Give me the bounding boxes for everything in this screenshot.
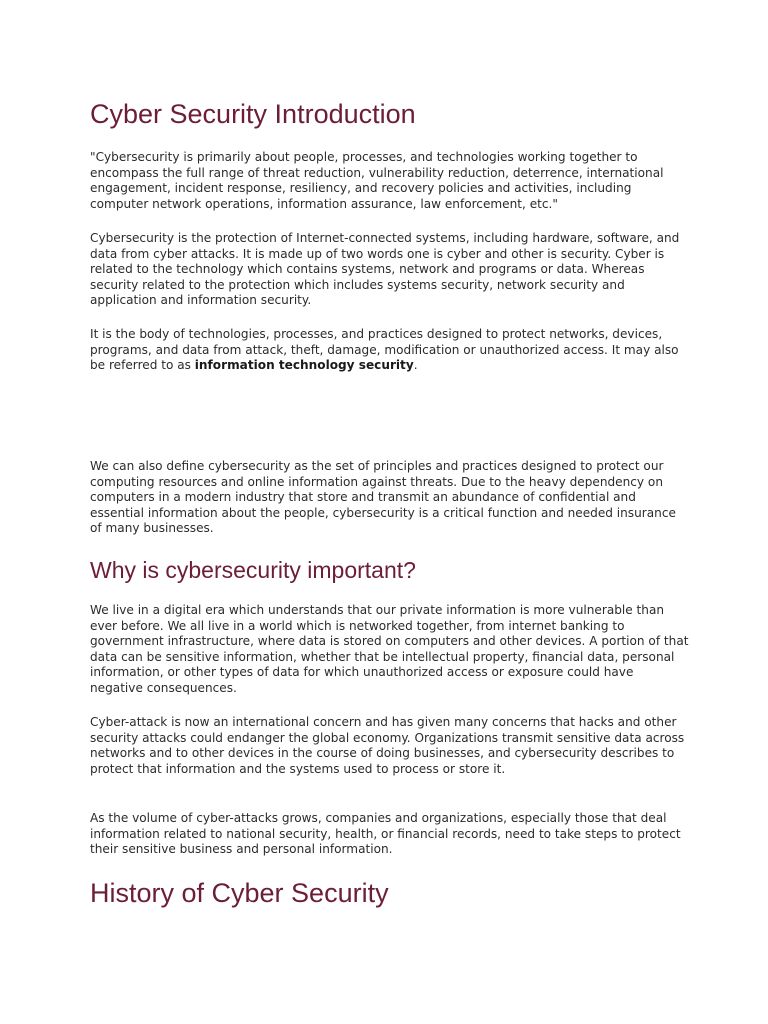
quote-paragraph: "Cybersecurity is primarily about people, processes, and technologies working together to encompass the full range of threat reduction, vulnerability reduction, deterrence, international engagement, incident response, resiliency, and recovery policies and activities, including computer network operations, information assurance, law enforcement, etc." [90, 150, 664, 211]
cyber-attack-paragraph: Cyber-attack is now an international concern and has given many concerns that hacks and other security attacks could endanger the global economy. Organizations transmit sensitive data across networks and to other devices in the course of doing businesses, and cybersecurity describes to protect that information and the systems used to process or store it. [90, 715, 685, 776]
protection-paragraph: Cybersecurity is the protection of Internet-connected systems, including hardware, software, and data from cyber attacks. It is made up of two words one is cyber and other is security. Cyber is related to the technology which contains systems, network and programs or data. Whereas security related to the protection which includes systems security, network security and application and information security. [90, 231, 680, 307]
body-paragraph-text: It is the body of technologies, processes, and practices designed to protect networks, devices, programs, and data from attack, theft, damage, modification or unauthorized access. It may also be referred to as [90, 327, 679, 372]
it-security-term: information technology security [194, 358, 414, 372]
history-heading: History of Cyber Security [90, 878, 389, 908]
digital-era-paragraph: We live in a digital era which understands that our private information is more vulnerable than ever before. We all live in a world which is networked together, from internet banking to government infrastructure, where data is stored on computers and other devices. A portion of that data can be sensitive information, whether that be intellectual property, financial data, personal information, or other types of data for which unauthorized access or exposure could have negative consequences. [90, 603, 689, 695]
volume-paragraph: As the volume of cyber-attacks grows, companies and organizations, especially those that deal information related to national security, health, or financial records, need to take steps to protect their sensitive business and personal information. [90, 811, 681, 856]
body-paragraph-end: . [413, 358, 418, 372]
intro-heading: Cyber Security Introduction [90, 99, 416, 129]
why-heading: Why is cybersecurity important? [90, 557, 416, 583]
body-of-technologies-paragraph [90, 327, 690, 374]
define-paragraph: We can also define cybersecurity as the set of principles and practices designed to protect our computing resources and online information against threats. Due to the heavy dependency on computers in a modern industry that store and transmit an abundance of confidential and essential information about the people, cybersecurity is a critical function and needed insurance of many businesses. [90, 459, 676, 535]
